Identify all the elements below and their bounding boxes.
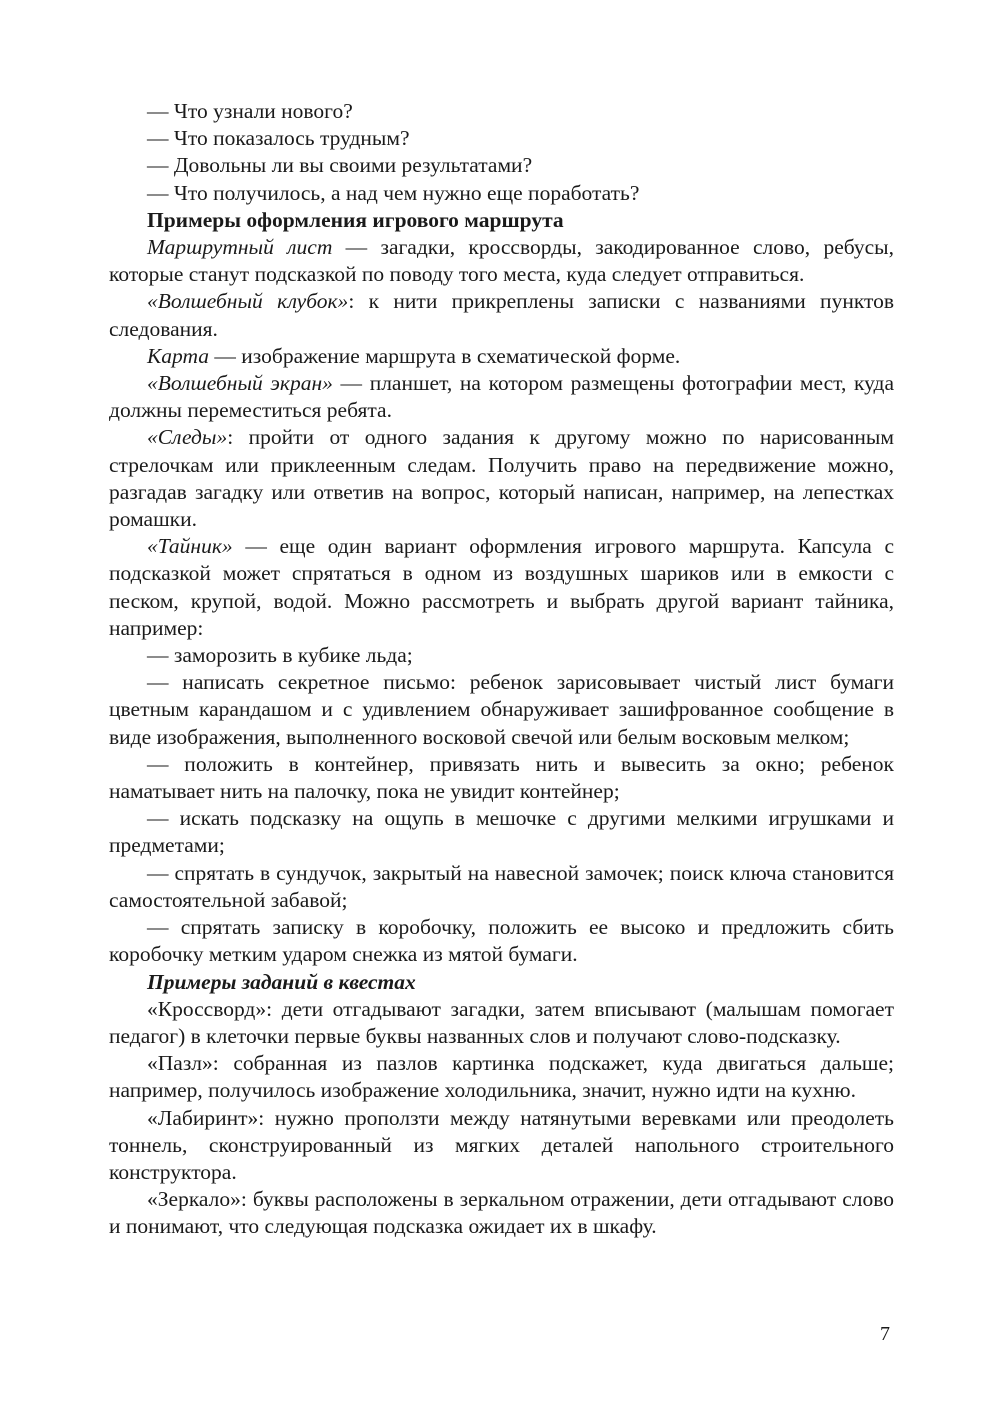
paragraph [109,152,894,179]
text-run: — заморозить в кубике льда; [147,643,413,668]
text-run: — спрятать записку в коробочку, положить ее высоко и предложить сбить коробочку метким ударом снежка из мятой бумаги. [109,915,894,967]
text-run: — изображение маршрута в схематической форме. [209,343,681,368]
paragraph [109,180,894,207]
paragraph [109,533,894,642]
section-heading [109,969,894,996]
text-run: — Что узнали нового? [147,99,353,123]
emphasis-term: Маршрутный лист [147,235,333,260]
paragraph [109,996,894,1050]
text-run: «Зеркало»: буквы расположены в зеркальном отражении, дети отгадывают слово и понимают, что следующая подсказка ожидает их в шкафу. [109,1187,894,1239]
text-run: — загадки, кроссворды, закодированное слово, ребусы, которые станут подсказкой по поводу того места, куда следует отправиться. [109,235,894,287]
paragraph [109,424,894,533]
paragraph [109,343,894,370]
page-number: 7 [880,1323,890,1345]
text-run: — написать секретное письмо: ребенок зарисовывает чистый лист бумаги цветным карандашом и с удивлением обнаруживает зашифрованное сообщение в виде изображения, выполненного восковой свечой или белым восковым мелком; [109,670,894,749]
paragraph [109,751,894,805]
section-heading [109,207,894,234]
paragraph [109,914,894,968]
paragraph [109,642,894,669]
text-run: «Кроссворд»: дети отгадывают загадки, затем вписывают (малышам помогает педагог) в клеточки первые буквы названных слов и получают слово-подсказку. [109,996,894,1048]
text-run: «Пазл»: собранная из пазлов картинка подскажет, куда двигаться дальше; например, получилось изображение холодильника, значит, нужно идти на кухню. [109,1051,894,1103]
text-run: — Довольны ли вы своими результатами? [147,153,533,178]
text-run: — Что получилось, а над чем нужно еще поработать? [147,180,640,205]
text-run: — Что показалось трудным? [147,126,410,151]
paragraph [109,370,894,424]
paragraph [109,1050,894,1104]
text-run: — еще один вариант оформления игрового маршрута. Капсула с подсказкой может спрятаться в одном из воздушных шариков или в емкости с песком, крупой, водой. Можно рассмотреть и выбрать другой вариант тайника, например: [109,534,894,640]
emphasis-term: «Следы» [147,425,228,450]
text-run: «Лабиринт»: нужно проползти между натянутыми веревками или преодолеть тоннель, сконструированный из мягких деталей напольного строительного конструктора. [109,1105,894,1184]
emphasis-term: «Волшебный клубок» [147,289,349,314]
text-run: Примеры заданий в квестах [147,969,416,994]
paragraph [109,98,894,125]
emphasis-term: «Волшебный экран» [147,371,333,396]
text-run: — искать подсказку на ощупь в мешочке с другими мелкими игрушками и предметами; [109,806,894,858]
paragraph [109,288,894,342]
page-body [109,98,894,1241]
paragraph [109,1186,894,1240]
emphasis-term: Карта [147,343,210,368]
paragraph [109,669,894,751]
paragraph [109,234,894,288]
text-run: : к нити прикреплены записки с названиями пунктов следования. [109,289,894,341]
paragraph [109,860,894,914]
text-run: — планшет, на котором размещены фотографии мест, куда должны переместиться ребята. [109,371,894,423]
paragraph [109,1105,894,1187]
paragraph [109,805,894,859]
text-run: — положить в контейнер, привязать нить и вывесить за окно; ребенок наматывает нить на палочку, пока не увидит контейнер; [109,751,894,804]
paragraph [109,125,894,152]
text-run: : пройти от одного задания к другому можно по нарисованным стрелочкам или приклеенным следам. Получить право на передвижение можно, разгадав загадку или ответив на вопрос, который написан, например, на лепестках ромашки. [109,425,894,532]
emphasis-term: «Тайник» [147,534,233,559]
text-run: Примеры оформления игрового маршрута [147,207,564,232]
text-run: — спрятать в сундучок, закрытый на навесной замочек; поиск ключа становится самостоятельной забавой; [109,860,894,912]
